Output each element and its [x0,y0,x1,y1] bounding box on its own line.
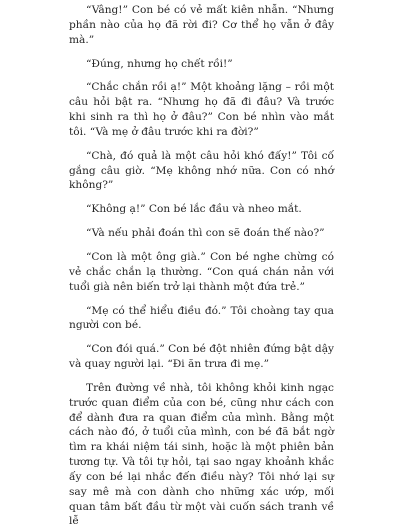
paragraph-2: “Đúng, nhưng họ chết rồi!” [86,57,233,70]
paragraph-6: “Và nếu phải đoán thì con sẽ đoán thế nào?” [86,227,325,240]
body-text [69,3,334,529]
paragraph-9: “Con đói quá.” Con bé đột nhiên đứng bật dậy và quay người lại. “Đi ăn trưa đi mẹ.” [69,343,334,371]
paragraph-3: “Chắc chắn rồi ạ!” Một khoảng lặng – rồi một câu hỏi bật ra. “Nhưng họ đã đi đâu? Và trước khi sinh ra thì họ ở đâu?” Con bé nhìn vào mắt tôi. “Và mẹ ở đâu trước khi ra đời?” [69,81,334,138]
paragraph-1: “Vâng!” Con bé có vẻ mất kiên nhẫn. “Nhưng phần nào của họ đã rời đi? Cơ thể họ vẫn ở đây mà.” [69,4,334,46]
paragraph-10: Trên đường về nhà, tôi không khỏi kinh ngạc trước quan điểm của con bé, cũng như cách con để dành đưa ra quan điểm của mình. Bằng một cách nào đó, ở tuổi của mình, con bé đã bắt ngờ tìm ra khái niệm tái sinh, hoặc là một phiên bản tương tự. Và tôi tự hỏi, tại sao ngay khoảnh khắc ấy con bé lại nhắc đến điều này? Tôi nhớ lại sự say mê mà con dành cho những xác ướp, mối quan tâm bất đầu từ một vài cuốn sách tranh về lễ [69,381,334,528]
paragraph-4: “Chà, đó quả là một câu hỏi khó đấy!” Tôi cố gắng câu giờ. “Mẹ không nhớ nữa. Con có nhớ không?” [69,149,334,192]
paragraph-5: “Không ạ!” Con bé lắc đầu và nheo mắt. [86,203,302,216]
paragraph-8: “Mẹ có thể hiểu điều đó.” Tôi choàng tay qua người con bé. [69,304,334,332]
paragraph-7: “Con là một ông già.” Con bé nghe chừng có vẻ chắc chắn lạ thường. “Con quá chán nản với tuổi già nên biến trở lại thành một đứa trẻ.” [69,250,334,293]
